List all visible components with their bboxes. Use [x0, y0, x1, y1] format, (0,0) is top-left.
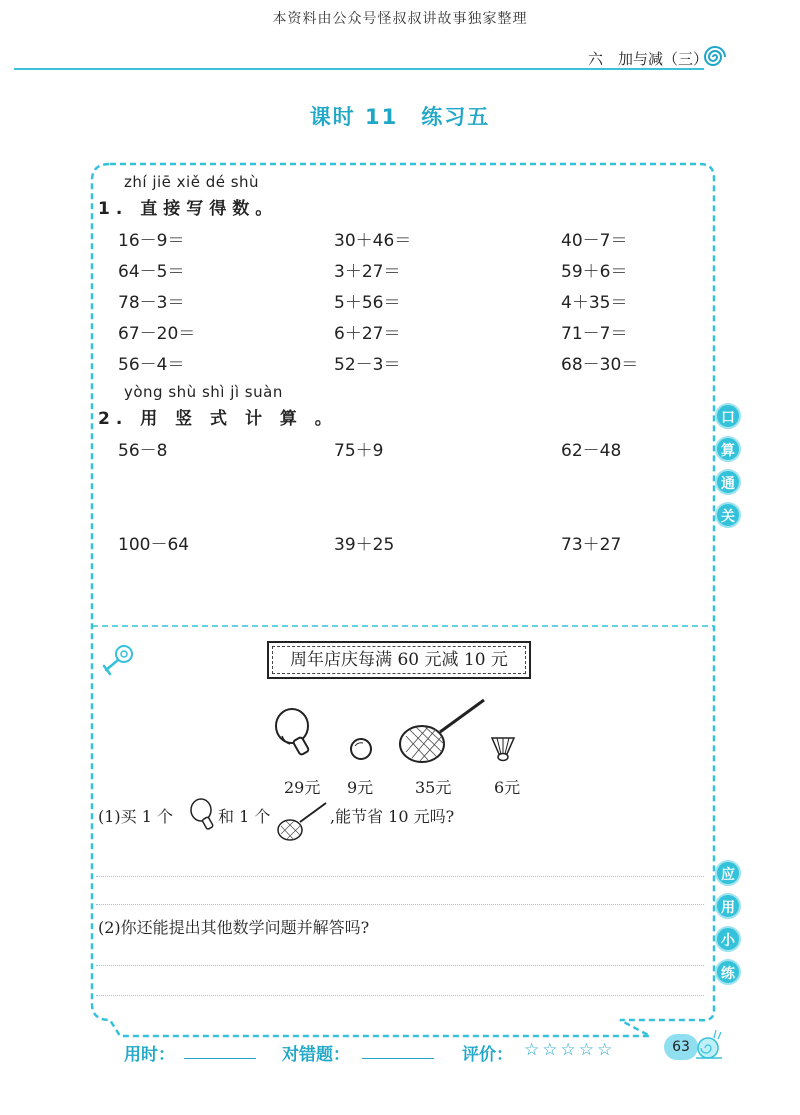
price-paddle: 29元: [284, 778, 321, 797]
lesson-title: 课时 11 练习五: [309, 105, 491, 129]
price-ball: 9元: [347, 778, 374, 797]
expression: 78－3＝: [118, 293, 185, 313]
expression: 16－9＝: [118, 231, 185, 251]
section2-pinyin: yòng shù shì jì suàn: [124, 383, 283, 401]
errors-label: 对错题：: [282, 1045, 350, 1065]
side-tab-lian: 练: [715, 959, 741, 985]
rating-label: 评价：: [462, 1045, 513, 1065]
question1-part-a: (1)买 1 个: [98, 807, 174, 826]
time-label: 用时：: [124, 1045, 175, 1065]
expression: 56－4＝: [118, 355, 185, 375]
errors-blank[interactable]: [362, 1038, 434, 1059]
promo-banner: [267, 641, 531, 679]
answer-line: [96, 965, 704, 966]
vertical-calc-item: 73＋27: [561, 535, 622, 555]
vertical-calc-item: 56－8: [118, 441, 168, 461]
side-tab-suan: 算: [715, 436, 741, 462]
expression: 52－3＝: [334, 355, 401, 375]
badminton-racket-icon: [276, 800, 330, 844]
promo-text: 周年店庆每满 60 元减 10 元: [290, 650, 508, 670]
time-blank[interactable]: [184, 1038, 256, 1059]
price-shuttlecock: 6元: [494, 778, 521, 797]
expression: 68－30＝: [561, 355, 639, 375]
rating-stars[interactable]: ☆☆☆☆☆: [524, 1040, 616, 1060]
vertical-calc-item: 100－64: [118, 535, 190, 555]
expression: 67－20＝: [118, 324, 196, 344]
expression: 40－7＝: [561, 231, 628, 251]
page-number: 63: [664, 1034, 698, 1060]
expression: 59＋6＝: [561, 262, 628, 282]
price-racket: 35元: [415, 778, 452, 797]
side-tab-tong: 通: [715, 469, 741, 495]
pingpong-paddle-icon: [272, 706, 318, 760]
vertical-calc-item: 62－48: [561, 441, 622, 461]
section2-title: 2. 用 竖 式 计 算 。: [98, 409, 338, 429]
question2-text: (2)你还能提出其他数学问题并解答吗?: [98, 918, 370, 937]
answer-line: [96, 904, 704, 905]
side-tab-guan: 关: [715, 502, 741, 528]
expression: 5＋56＝: [334, 293, 401, 313]
answer-line: [96, 876, 704, 877]
vertical-calc-item: 39＋25: [334, 535, 395, 555]
pingpong-paddle-icon: [188, 798, 216, 832]
vertical-calc-item: 75＋9: [334, 441, 384, 461]
pin-icon: [96, 642, 138, 678]
side-tab-kou: 口: [715, 403, 741, 429]
side-tab-yong: 用: [715, 893, 741, 919]
question1-part-b: 和 1 个: [218, 807, 271, 826]
promo-inner-border: [272, 646, 526, 674]
expression: 30＋46＝: [334, 231, 412, 251]
expression: 6＋27＝: [334, 324, 401, 344]
answer-line: [96, 995, 704, 996]
expression: 64－5＝: [118, 262, 185, 282]
pingpong-ball-icon: [348, 736, 374, 762]
watermark-text: 本资料由公众号怪叔叔讲故事独家整理: [272, 11, 528, 27]
shuttlecock-icon: [488, 734, 518, 762]
badminton-racket-icon: [398, 696, 490, 768]
expression: 3＋27＝: [334, 262, 401, 282]
section1-title: 1. 直接写得数。: [98, 199, 279, 219]
side-tab-xiao: 小: [715, 926, 741, 952]
expression: 71－7＝: [561, 324, 628, 344]
side-tab-ying: 应: [715, 860, 741, 886]
question1-part-c: ,能节省 10 元吗?: [330, 807, 455, 826]
chapter-title: 六 加与减（三）: [587, 50, 708, 68]
snail-icon: [694, 1026, 724, 1062]
section1-pinyin: zhí jiē xiě dé shù: [124, 173, 260, 191]
expression: 4＋35＝: [561, 293, 628, 313]
